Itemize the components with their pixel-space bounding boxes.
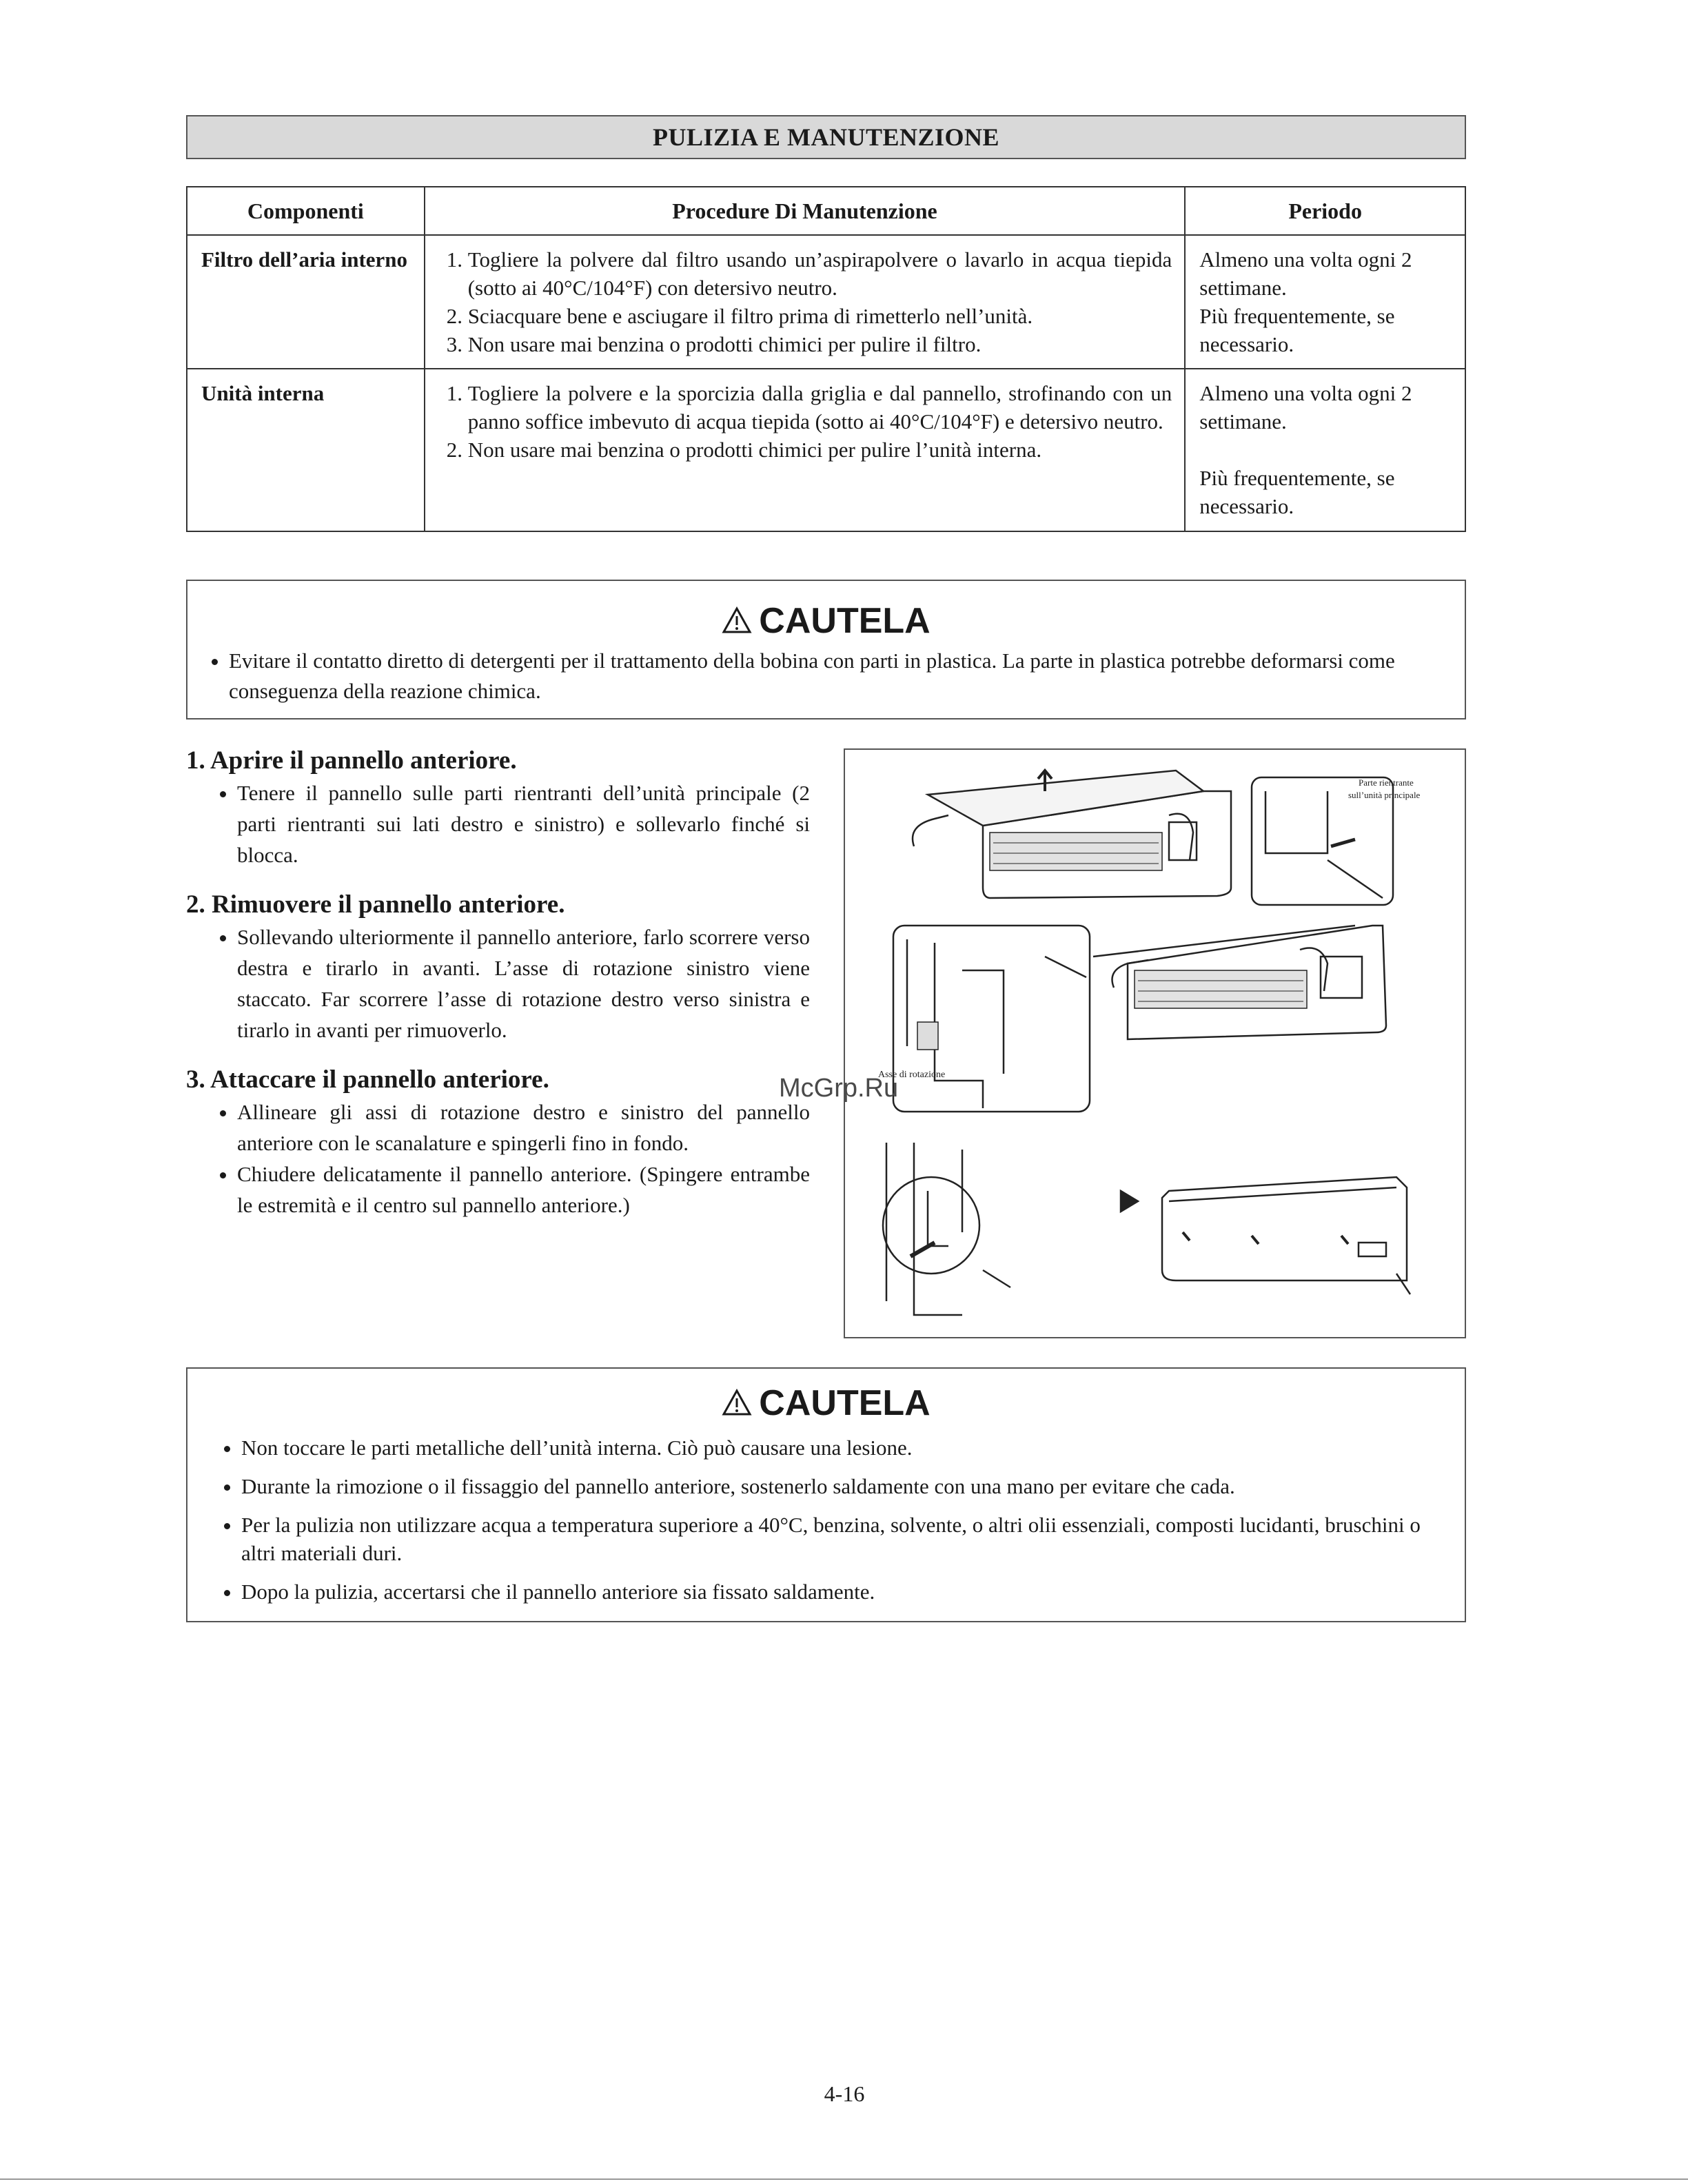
table-row: [187, 235, 1465, 369]
figure-remove-panel: [878, 926, 1386, 1112]
page-number: 4-16: [824, 2081, 865, 2106]
period-cell: [1185, 235, 1465, 369]
caution-item: • Dopo la pulizia, accertarsi che il pannello anteriore sia fissato saldamente.: [241, 1578, 1444, 1606]
table-row: [187, 369, 1465, 531]
step-bullet: • Chiudere delicatamente il pannello anteriore. (Spingere entrambe le estremità e il centro sul pannello anteriore.): [237, 1159, 810, 1221]
watermark: McGrp.Ru: [779, 1074, 899, 1103]
period-cell: [1185, 369, 1465, 531]
caution-box-handling: [186, 1367, 1466, 1622]
table-header-row: [187, 187, 1465, 235]
component-cell: Filtro dell’aria interno: [187, 235, 425, 369]
period-text: Più frequentemente, se necessario.: [1199, 304, 1395, 356]
figure-attach-panel: [883, 1143, 1410, 1315]
axis-label: Asse di rotazione: [878, 1070, 946, 1080]
step-bullet: • Sollevando ulteriormente il pannello anteriore, farlo scorrere verso destra e tirarlo in avanti. L’asse di rotazione sinistro viene staccato. Far scorrere l’asse di rotazione destro verso sinistra e tirarlo in avanti per rimuoverlo.: [237, 921, 810, 1045]
warning-triangle-icon: [722, 606, 752, 634]
section-title-bar: [186, 115, 1466, 159]
step-title: 2. Rimuovere il pannello anteriore.: [186, 890, 565, 919]
step-title: 3. Attaccare il pannello anteriore.: [186, 1065, 549, 1094]
procedure-cell: [425, 235, 1186, 369]
procedure-item: 2. Non usare mai benzina o prodotti chimici per pulire l’unità interna.: [468, 436, 1172, 464]
procedure-cell: [425, 369, 1186, 531]
recess-label: Parte rientrante: [1359, 777, 1414, 788]
caution-item: • Durante la rimozione o il fissaggio del pannello anteriore, sostenerlo saldamente con una mano per evitare che cada.: [241, 1472, 1444, 1500]
column-header: Procedure Di Manutenzione: [425, 187, 1186, 235]
procedure-item: 2. Sciacquare bene e asciugare il filtro prima di rimetterlo nell’unità.: [468, 302, 1172, 330]
procedure-item: 1. Togliere la polvere e la sporcizia dalla griglia e dal pannello, strofinando con un panno soffice imbevuto di acqua tiepida (sotto ai 40°C/104°F) e detersivo neutro.: [468, 379, 1172, 436]
steps-section: [186, 744, 810, 1238]
period-text: Almeno una volta ogni 2 settimane.: [1199, 247, 1412, 300]
figure-open-panel: [913, 770, 1421, 905]
caution-item: • Non toccare le parti metalliche dell’unità interna. Ciò può causare una lesione.: [241, 1433, 1444, 1462]
caution-title: CAUTELA: [759, 1383, 931, 1423]
procedure-item: 1. Togliere la polvere dal filtro usando un’aspirapolvere o lavarlo in acqua tiepida (sotto ai 40°C/104°F) con detersivo neutro.: [468, 245, 1172, 302]
bottom-rule: [0, 2178, 1688, 2180]
caution-heading: [187, 1382, 1465, 1424]
caution-item: • Evitare il contatto diretto di detergenti per il trattamento della bobina con parti in plastica. La parte in plastica potrebbe deformarsi come conseguenza della reazione chimica.: [229, 646, 1465, 706]
caution-title: CAUTELA: [759, 601, 931, 641]
component-cell: Unità interna: [187, 369, 425, 531]
section-title: PULIZIA E MANUTENZIONE: [652, 123, 1000, 151]
caution-heading: [187, 600, 1465, 642]
illustration-panel: [844, 748, 1466, 1338]
procedure-item: 3. Non usare mai benzina o prodotti chimici per pulire il filtro.: [468, 330, 1172, 358]
warning-triangle-icon: [722, 1389, 752, 1416]
period-text: Più frequentemente, se necessario.: [1199, 466, 1395, 518]
period-text: Almeno una volta ogni 2 settimane.: [1199, 381, 1412, 433]
air-conditioner-illustration: [845, 750, 1465, 1337]
caution-item: • Per la pulizia non utilizzare acqua a temperatura superiore a 40°C, benzina, solvente, o altri olii essenziali, composti lucidanti, bruschini o altri materiali duri.: [241, 1511, 1444, 1567]
step-bullet: • Allineare gli assi di rotazione destro e sinistro del pannello anteriore con le scanalature e spingerli fino in fondo.: [237, 1096, 810, 1159]
recess-label: sull’unità principale: [1348, 790, 1421, 800]
step-title: 1. Aprire il pannello anteriore.: [186, 746, 517, 775]
step-bullet: • Tenere il pannello sulle parti rientranti dell’unità principale (2 parti rientranti sui lati destro e sinistro) e sollevarlo finché si blocca.: [237, 777, 810, 870]
maintenance-table: [186, 186, 1466, 532]
caution-box-coil-cleaner: [186, 580, 1466, 720]
column-header: Periodo: [1185, 187, 1465, 235]
column-header: Componenti: [187, 187, 425, 235]
